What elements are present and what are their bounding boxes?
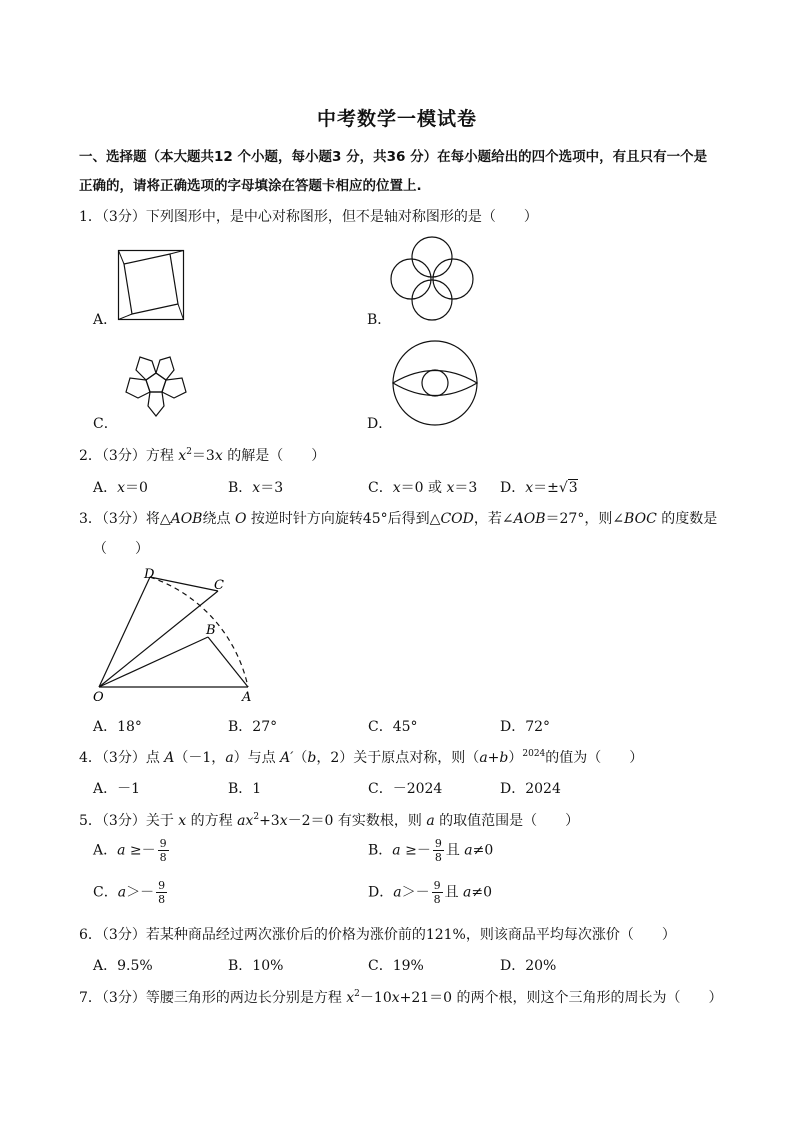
- q4-option-d: D．2024: [500, 781, 561, 797]
- q3-bracket: （ ）: [93, 541, 149, 557]
- q3-rotation-figure: [92, 565, 262, 705]
- q3-label-o: O: [93, 690, 104, 705]
- q3-label-c: C: [214, 578, 224, 593]
- q3-stem: 3．（3分）将△AOB绕点 O 按逆时针方向旋转45°后得到△COD，若∠AOB＝27°，则∠BOC 的度数是: [79, 511, 718, 527]
- q1-figure-a-square: [118, 250, 184, 320]
- q2-option-c: C．x＝0 或 x＝3: [368, 480, 478, 496]
- q3-option-c: C．45°: [368, 719, 418, 735]
- page-title: 中考数学一模试卷: [316, 108, 477, 130]
- q1-figure-b-four-circles: [390, 236, 474, 322]
- q6-option-c: C．19%: [368, 958, 424, 974]
- q5-option-b: B．a ≥－ $\frac{9}{8}$ 且 a≠0: [368, 837, 494, 864]
- q1-figure-d-eye-circle: [392, 340, 478, 426]
- q3-label-b: B: [206, 623, 216, 638]
- q1-option-c-label: C．: [93, 416, 118, 432]
- q6-stem: 6．（3分）若某种商品经过两次涨价后的价格为涨价前的121%，则该商品平均每次涨价（ ）: [79, 927, 676, 943]
- q2-option-a: A．x＝0: [93, 480, 148, 496]
- q5-stem: 5．（3分）关于 x 的方程 $ax^2+3x-2=0$ 有实数根，则 a 的取值范围是（ ）: [79, 812, 580, 829]
- q3-label-d: D: [144, 567, 155, 582]
- q4-option-b: B．1: [228, 781, 262, 797]
- q5-option-d: D．a＞－ $\frac{9}{8}$ 且 a≠0: [368, 879, 493, 906]
- q4-option-c: C．－2024: [368, 781, 443, 797]
- q5-option-c: C．a＞－ $\frac{9}{8}$: [93, 879, 166, 906]
- q2-equation: $x^2=3x$: [178, 447, 223, 464]
- q3-option-b: B．27°: [228, 719, 278, 735]
- q7-stem: 7．（3分）等腰三角形的两边长分别是方程 $x^2-10x+21=0$ 的两个根，则这个三角形的周长为（ ）: [79, 989, 723, 1006]
- q2-option-b: B．x＝3: [228, 480, 284, 496]
- q4-option-a: A．－1: [93, 781, 141, 797]
- q5-option-a: A．a ≥－ $\frac{9}{8}$: [93, 837, 167, 864]
- q3-option-d: D．72°: [500, 719, 551, 735]
- q1-option-b-label: B．: [367, 312, 392, 328]
- q6-option-b: B．10%: [228, 958, 284, 974]
- q1-option-a-label: A．: [93, 312, 118, 328]
- q2-number: 2．（3分）方程: [79, 448, 174, 464]
- q2-stem-end: 的解是（ ）: [227, 448, 326, 464]
- q6-option-a: A．9.5%: [93, 958, 153, 974]
- q3-option-a: A．18°: [93, 719, 142, 735]
- q2-option-d: D．x＝±√3: [500, 480, 578, 496]
- q1-figure-c-pentagons: [116, 348, 196, 426]
- section-instruction-line1: 一、选择题（本大题共12 个小题，每小题3 分，共36 分）在每小题给出的四个选项中，有且只有一个是: [79, 149, 708, 165]
- q3-label-a: A: [242, 690, 252, 705]
- section-instruction-line2: 正确的，请将正确选项的字母填涂在答题卡相应的位置上.: [79, 178, 422, 194]
- q2-stem: [79, 445, 325, 465]
- q6-option-d: D．20%: [500, 958, 557, 974]
- q1-option-d-label: D．: [367, 416, 393, 432]
- q1-stem: 1．（3分）下列图形中，是中心对称图形，但不是轴对称图形的是（ ）: [79, 209, 538, 225]
- q4-stem: 4．（3分）点 A（－1，a）与点 A′（b，2）关于原点对称，则$(a+b)^{2024}$的值为（ ）: [79, 749, 644, 766]
